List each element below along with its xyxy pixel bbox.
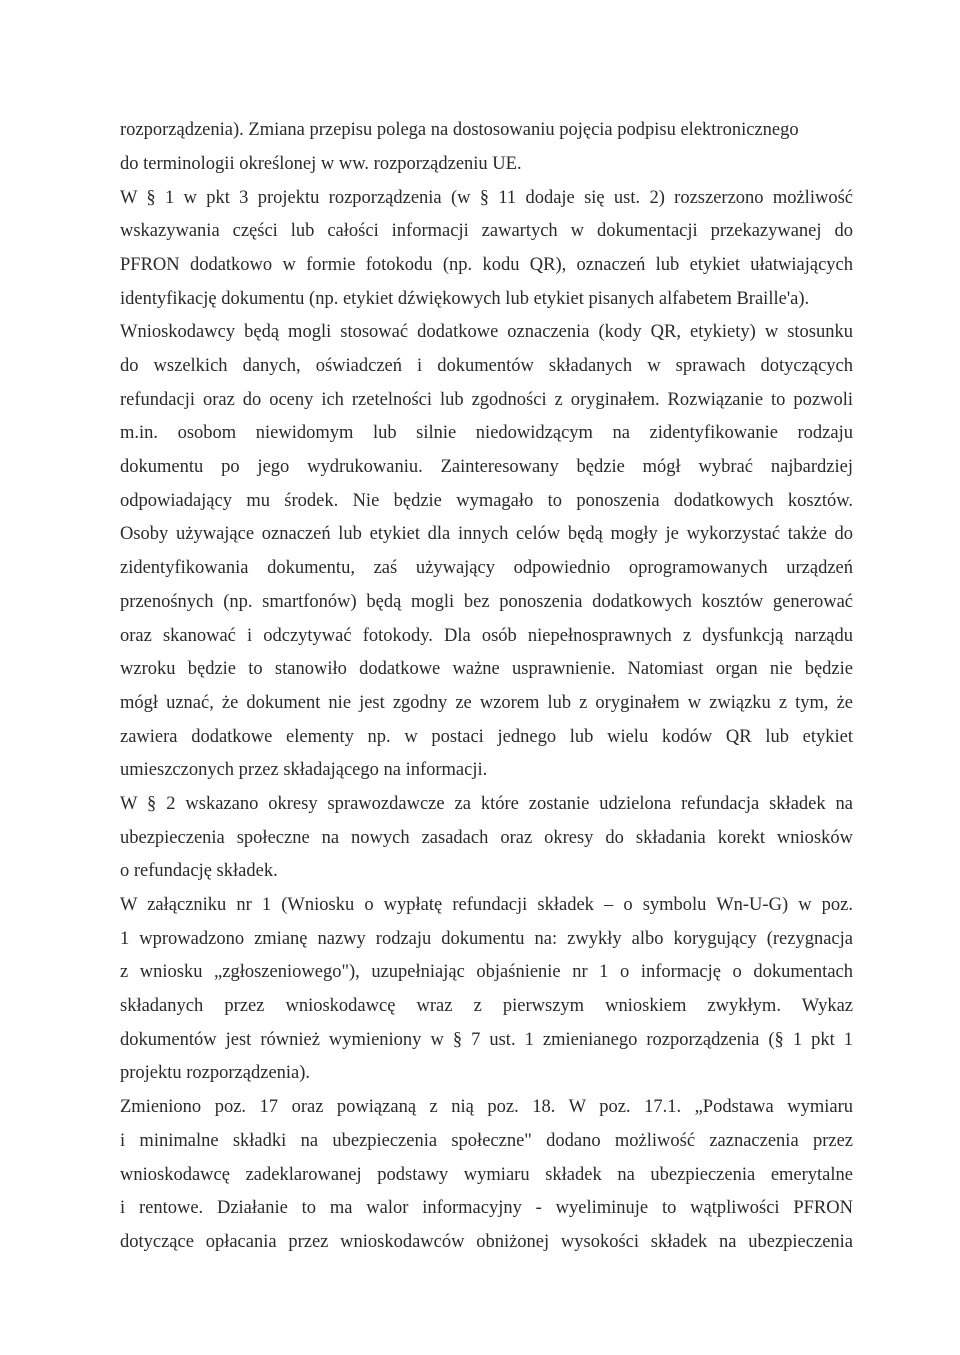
text-line: 1 wprowadzono zmianę nazwy rodzaju dokumentu na: zwykły albo korygujący (rezygnacja: [120, 929, 853, 949]
text-line: projektu rozporządzenia).: [120, 1063, 311, 1083]
text-line: i rentowe. Działanie to ma walor informacyjny - wyeliminuje to wątpliwości PFRON: [120, 1198, 853, 1218]
text-line: W § 2 wskazano okresy sprawozdawcze za które zostanie udzielona refundacja składek na: [120, 794, 853, 814]
text-line: PFRON dodatkowo w formie fotokodu (np. kodu QR), oznaczeń lub etykiet ułatwiających: [120, 255, 853, 275]
text-line: identyfikację dokumentu (np. etykiet dźwiękowych lub etykiet pisanych alfabetem Braille'a).: [120, 289, 810, 309]
text-line: składanych przez wnioskodawcę wraz z pierwszym wnioskiem zwykłym. Wykaz: [120, 996, 853, 1016]
text-line: z wniosku „zgłoszeniowego"), uzupełniając objaśnienie nr 1 o informację o dokumentach: [120, 962, 853, 982]
text-line: oraz skanować i odczytywać fotokody. Dla osób niepełnosprawnych z dysfunkcją narządu: [120, 626, 853, 646]
text-line: Osoby używające oznaczeń lub etykiet dla innych celów będą mogły je wykorzystać także do: [120, 524, 853, 544]
text-line: W § 1 w pkt 3 projektu rozporządzenia (w § 11 dodaje się ust. 2) rozszerzono możliwość: [120, 188, 853, 208]
text-line: dokumentów jest również wymieniony w § 7 ust. 1 zmienianego rozporządzenia (§ 1 pkt 1: [120, 1030, 853, 1050]
text-line: zawiera dodatkowe elementy np. w postaci jednego lub wielu kodów QR lub etykiet: [120, 727, 853, 747]
text-line: mógł uznać, że dokument nie jest zgodny ze wzorem lub z oryginałem w związku z tym, że: [120, 693, 853, 713]
text-line: przenośnych (np. smartfonów) będą mogli bez ponoszenia dodatkowych kosztów generować: [120, 592, 853, 612]
text-line: zidentyfikowania dokumentu, zaś używający odpowiednio oprogramowanych urządzeń: [120, 558, 853, 578]
text-line: i minimalne składki na ubezpieczenia społeczne" dodano możliwość zaznaczenia przez: [120, 1131, 853, 1151]
text-line: dotyczące opłacania przez wnioskodawców obniżonej wysokości składek na ubezpieczenia: [120, 1232, 853, 1252]
text-line: wzroku będzie to stanowiło dodatkowe ważne usprawnienie. Natomiast organ nie będzie: [120, 659, 853, 679]
text-line: rozporządzenia). Zmiana przepisu polega na dostosowaniu pojęcia podpisu elektronicznego: [120, 120, 799, 140]
text-line: odpowiadający mu środek. Nie będzie wymagało to ponoszenia dodatkowych kosztów.: [120, 491, 853, 511]
text-line: do wszelkich danych, oświadczeń i dokumentów składanych w sprawach dotyczących: [120, 356, 853, 376]
text-line: Wnioskodawcy będą mogli stosować dodatkowe oznaczenia (kody QR, etykiety) w stosunku: [120, 322, 853, 342]
text-line: umieszczonych przez składającego na informacji.: [120, 760, 488, 780]
text-line: m.in. osobom niewidomym lub silnie niedowidzącym na zidentyfikowanie rodzaju: [120, 423, 853, 443]
text-line: wskazywania części lub całości informacji zawartych w dokumentacji przekazywanej do: [120, 221, 853, 241]
text-line: refundacji oraz do oceny ich rzetelności lub zgodności z oryginałem. Rozwiązanie to pozwoli: [120, 390, 853, 410]
text-line: Zmieniono poz. 17 oraz powiązaną z nią poz. 18. W poz. 17.1. „Podstawa wymiaru: [120, 1097, 853, 1117]
text-line: wnioskodawcę zadeklarowanej podstawy wymiaru składek na ubezpieczenia emerytalne: [120, 1165, 853, 1185]
text-line: W załączniku nr 1 (Wniosku o wypłatę refundacji składek – o symbolu Wn-U-G) w poz.: [120, 895, 853, 915]
text-line: o refundację składek.: [120, 861, 278, 881]
text-line: ubezpieczenia społeczne na nowych zasadach oraz okresy do składania korekt wniosków: [120, 828, 853, 848]
text-line: dokumentu po jego wydrukowaniu. Zainteresowany będzie mógł wybrać najbardziej: [120, 457, 853, 477]
text-line: do terminologii określonej w ww. rozporządzeniu UE.: [120, 154, 522, 174]
